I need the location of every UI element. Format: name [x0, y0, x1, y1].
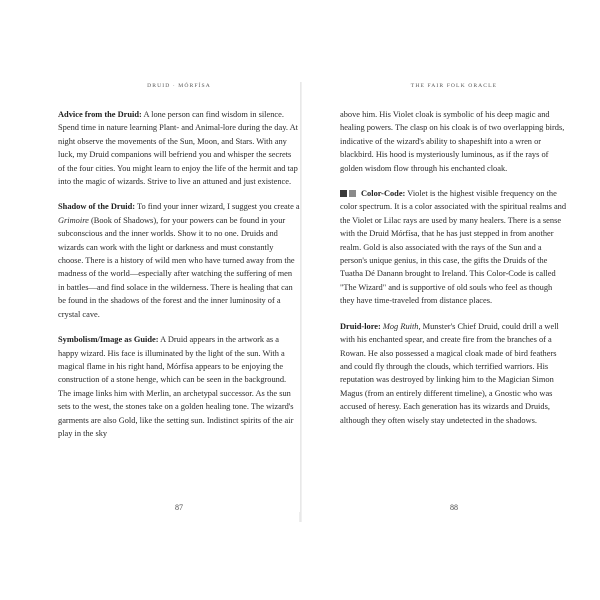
left-page	[58, 82, 300, 512]
paragraph	[340, 320, 568, 427]
body-text: Violet is the highest visible frequency on the color spectrum. It is a color associated with the spiritual realms and the Violet or Lilac rays are used by many healers. There is a sense with the Druid Mórfísa, that he has just stepped in from another realm. Gold is also associated with the rays of the Sun and a person's unique genius, in this case, the gifts the Druids of the Tuatha Dé Danann brought to Ireland. This Color-Code is called "The Wizard" and is supportive of old souls who feel as though they have time-traveled from distance places.	[340, 189, 567, 306]
section-heading: Druid-lore:	[340, 321, 381, 331]
page-number-left: 87	[175, 503, 183, 512]
body-text: A Druid appears in the artwork as a happy wizard. His face is illuminated by the light of the sun. With a magical flame in his right hand, Mórfísa appears to be enjoying the construction of a stone henge, which can be seen in the background. The image links him with Merlin, an archetypal successor. As the sun sets to the west, the stones take on a golden healing tone. The wizard's garments are also Gold, like the setting sun. Indistinct spirits of the air play in the sky	[58, 335, 294, 438]
body-text: (Book of Shadows), for your powers can be found in your subconscious and the inner worlds. Show it to no one. Druids and wizards can work with the light or darkness and must constantly choose. There is a history of wild men who have turned away from the madness of the world—especially after watching the suffering of men in battles—and find solace in the wilderness. There is healing that can be found in the shadows of the forest and the inner luminosity of a crystal cave.	[58, 215, 295, 319]
body-text: A lone person can find wisdom in silence. Spend time in nature learning Plant- and Animal-lore during the day. At night observe the movements of the Sun, Moon, and Stars. With any luck, my Druid companions will befriend you and whisper the secrets of the four cities. You might learn to enjoy the life of the hermit and tap into the magic of wizards. Strive to live an attuned and just existence.	[58, 110, 298, 187]
color-swatch	[349, 190, 356, 197]
left-page-body	[58, 108, 300, 440]
body-text: above him. His Violet cloak is symbolic of his deep magic and healing powers. The clasp on his cloak is of two overlapping birds, indicative of the wizard's ability to shapeshift into a wren or blackbird. His hood is mysteriously luminous, as if the rays of golden wisdom flow through his enchanted cloak.	[340, 110, 565, 173]
section-heading: Shadow of the Druid:	[58, 202, 136, 212]
section-heading: Advice from the Druid:	[58, 110, 142, 119]
page-number-right: 88	[450, 503, 458, 512]
italic-text: Mog Ruith,	[382, 321, 421, 331]
running-head-left: DRUID · MÓRFÍSA	[147, 83, 211, 89]
body-text: To find your inner wizard, I suggest you create a	[135, 202, 300, 212]
color-swatch	[340, 190, 347, 197]
right-page-body	[340, 108, 568, 427]
section-heading: Symbolism/Image as Guide:	[58, 335, 159, 345]
paragraph	[340, 187, 568, 308]
paragraph	[58, 108, 300, 188]
section-heading: Color-Code:	[361, 189, 406, 199]
right-page	[340, 82, 568, 512]
color-swatches	[340, 187, 358, 200]
paragraph	[58, 200, 300, 321]
paragraph	[58, 333, 300, 440]
italic-text: Grimoire	[58, 215, 89, 225]
body-text: Munster's Chief Druid, could drill a well with his enchanted spear, and create fire from the branches of a Rowan. He also possessed a magical cloak made of bird feathers and could fly through the clouds, which terrified warriors. His reputation was destroyed by linking him to the Magician Simon Magus (from an entirely different timeline), a Gnostic who was accused of heresy. Each generation has its wizards and Druids, although they often wisely stay undetected in the shadows.	[340, 321, 559, 425]
paragraph	[340, 108, 568, 175]
running-head-right: THE FAIR FOLK ORACLE	[410, 83, 498, 89]
